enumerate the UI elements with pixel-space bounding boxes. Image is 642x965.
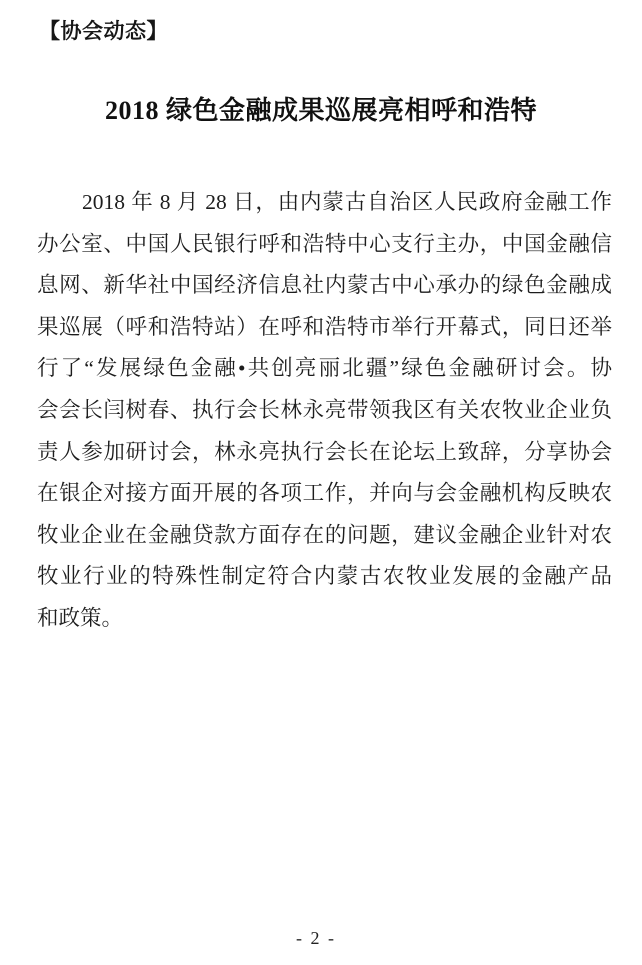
- page-number: - 2 -: [296, 928, 336, 948]
- page-title: 2018 绿色金融成果巡展亮相呼和浩特: [104, 96, 537, 125]
- body-line: 牧业企业在金融贷款方面存在的问题，建议金融企业针对农: [37, 522, 612, 547]
- body-line: 责人参加研讨会，林永亮执行会长在论坛上致辞，分享协会: [37, 439, 612, 464]
- body-line: 2018 年 8 月 28 日，由内蒙古自治区人民政府金融工作: [82, 190, 612, 214]
- section-header: 【协会动态】: [39, 20, 168, 43]
- body-line: 息网、新华社中国经济信息社内蒙古中心承办的绿色金融成: [37, 273, 612, 298]
- body-line: 行了“发展绿色金融•共创亮丽北疆”绿色金融研讨会。协: [37, 356, 612, 381]
- body-line: 在银企对接方面开展的各项工作，并向与会金融机构反映农: [37, 481, 612, 506]
- body-line: 办公室、中国人民银行呼和浩特中心支行主办，中国金融信: [37, 231, 612, 256]
- body-line: 会会长闫树春、执行会长林永亮带领我区有关农牧业企业负: [37, 397, 612, 422]
- article-body: [37, 182, 612, 640]
- body-line: 牧业行业的特殊性制定符合内蒙古农牧业发展的金融产品: [37, 564, 612, 589]
- body-line: 果巡展（呼和浩特站）在呼和浩特市举行开幕式，同日还举: [37, 314, 612, 339]
- body-line: 和政策。: [37, 605, 124, 630]
